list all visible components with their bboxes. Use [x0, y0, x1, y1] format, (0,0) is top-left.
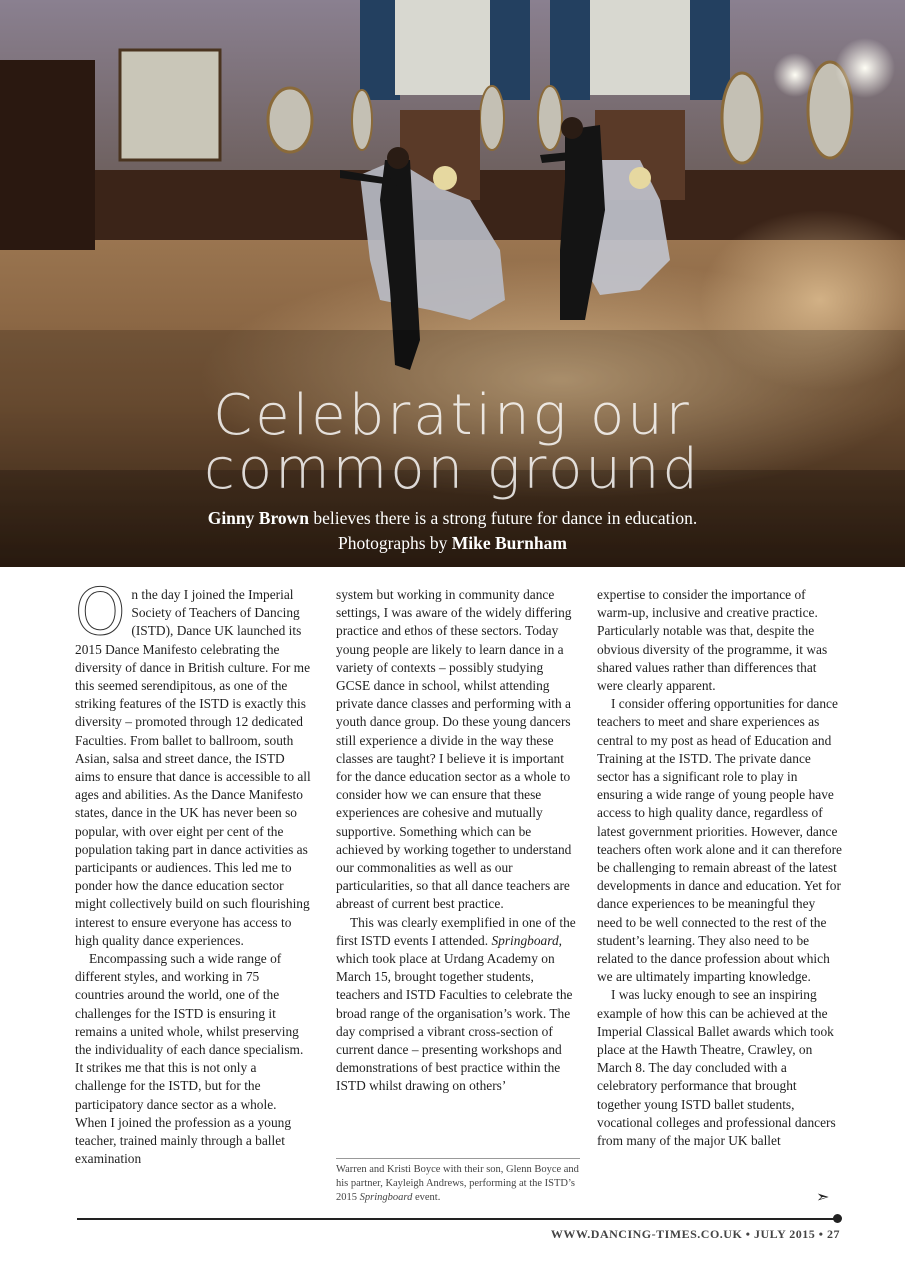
caption-text: Warren and Kristi Boyce with their son, Glenn Boyce and his partner, Kayleigh Andrews, performing at the ISTD’s 2015 — [336, 1164, 579, 1203]
paragraph-text: n the day I joined the Imperial Society of Teachers of Dancing (ISTD), Dance UK launched its 2015 Dance Manifesto celebrating the diversity of dance in British culture. For me this seemed serendipitous, as one of the striking features of the ISTD is exactly this diversity – promoted through 12 dedicated Faculties. From ballet to ballroom, south Asian, salsa and street dance, the ISTD aims to ensure that dance is accessible to all ages and abilities. As the Dance Manifesto states, dance in the UK has never been so popular, with over eight per cent of the population taking part in dance activities as participants or audiences. This led me to ponder how the dance education sector might collectively build on such flourishing interest to ensure everyone has access to high quality dance experiences. — [75, 587, 311, 948]
paragraph: Encompassing such a wide range of different styles, and working in 75 countries around the world, one of the challenges for the ISTD is ensuring it remains a united whole, whilst preserving the individuality of each dance specialism. It strikes me that this is not only a challenge for the ISTD, but for the participatory dance sector as a whole. When I joined the profession as a young teacher, trained mainly through a ballet examination — [75, 951, 304, 1167]
paragraph: I consider offering opportunities for dance teachers to meet and share experiences as central to my post as head of Education and Training at the ISTD. The private dance sector has a significant role to play in ensuring a wide range of young people have access to high quality dance, regardless of latest government priorities. However, dance teachers often work alone and it can therefore be challenging to remain abreast of the latest developments in dance and education. Yet for dance experiences to be meaningful they need to be well connected to the rest of the student’s learning. They also need to be related to the dance profession about which we are ultimately imparting knowledge. — [597, 696, 843, 985]
paragraph-text: , which took place at Urdang Academy on March 15, brought together students, teachers and ISTD Faculties to celebrate the broad range of the organisation’s work. The day comprised a vibrant cross-section of current dance – presenting workshops and demonstrations of best practice within the ISTD whilst drawing on others’ — [336, 932, 573, 1094]
article-column-2 — [336, 586, 580, 1096]
paragraph — [75, 576, 311, 950]
caption-text: event. — [412, 1192, 441, 1203]
article-column-3 — [597, 586, 842, 1150]
footer-rule — [77, 1218, 837, 1220]
continue-arrow-icon: ➣ — [816, 1189, 830, 1206]
standfirst — [0, 506, 905, 556]
article-column-1 — [75, 576, 311, 1169]
page-number: 27 — [827, 1227, 840, 1241]
hero-photo — [0, 0, 905, 567]
photo-caption — [336, 1158, 580, 1205]
event-name: Springboard — [491, 932, 559, 948]
article-title-line-1: Celebrating our — [213, 383, 692, 448]
author-name: Ginny Brown — [207, 508, 310, 528]
footer-separator: • — [742, 1227, 754, 1241]
standfirst-text: believes there is a strong future for dance in education. — [309, 508, 698, 528]
drop-cap: O — [75, 576, 126, 650]
footer-separator: • — [815, 1227, 827, 1241]
caption-event-name: Springboard — [359, 1192, 413, 1203]
photographer-name: Mike Burnham — [451, 533, 567, 553]
footer-rule-dot — [833, 1214, 842, 1223]
paragraph — [336, 914, 580, 1096]
paragraph: I was lucky enough to see an inspiring example of how this can be achieved at the Imperial Classical Ballet awards which took place at the Hawth Theatre, Crawley, on March 8. The day concluded with a celebratory performance that brought together young ISTD ballet students, vocational colleges and professional dancers from many of the major UK ballet — [597, 987, 836, 1149]
paragraph-text: This was clearly exemplified in one of the first ISTD events I attended. — [336, 914, 576, 948]
photo-credit-prefix: Photographs by — [338, 533, 452, 553]
footer-issue: JULY 2015 — [754, 1227, 816, 1241]
footer-site: WWW.DANCING-TIMES.CO.UK — [550, 1227, 743, 1241]
paragraph: system but working in community dance settings, I was aware of the widely differing practice and ethos of these sectors. Today young people are likely to learn dance in a variety of contexts – possibly studying GCSE dance in school, whilst attending private dance classes and performing with a youth dance group. Do these young dancers still experience a divide in the way these classes are taught? I believe it is important for the dance education sector as a whole to consider how we can ensure that these experiences are cohesive and mutually supportive. Something which can be achieved by working together to understand our commonalities as well as our particularities, so that all dance teachers are abreast of current best practice. — [336, 587, 572, 912]
article-title-line-2: common ground — [204, 437, 701, 502]
page-footer — [551, 1227, 840, 1242]
paragraph: expertise to consider the importance of warm-up, inclusive and creative practice. Particularly notable was that, despite the obvious diversity of the programme, it was shared values rather than differences that were clearly apparent. — [597, 587, 828, 694]
